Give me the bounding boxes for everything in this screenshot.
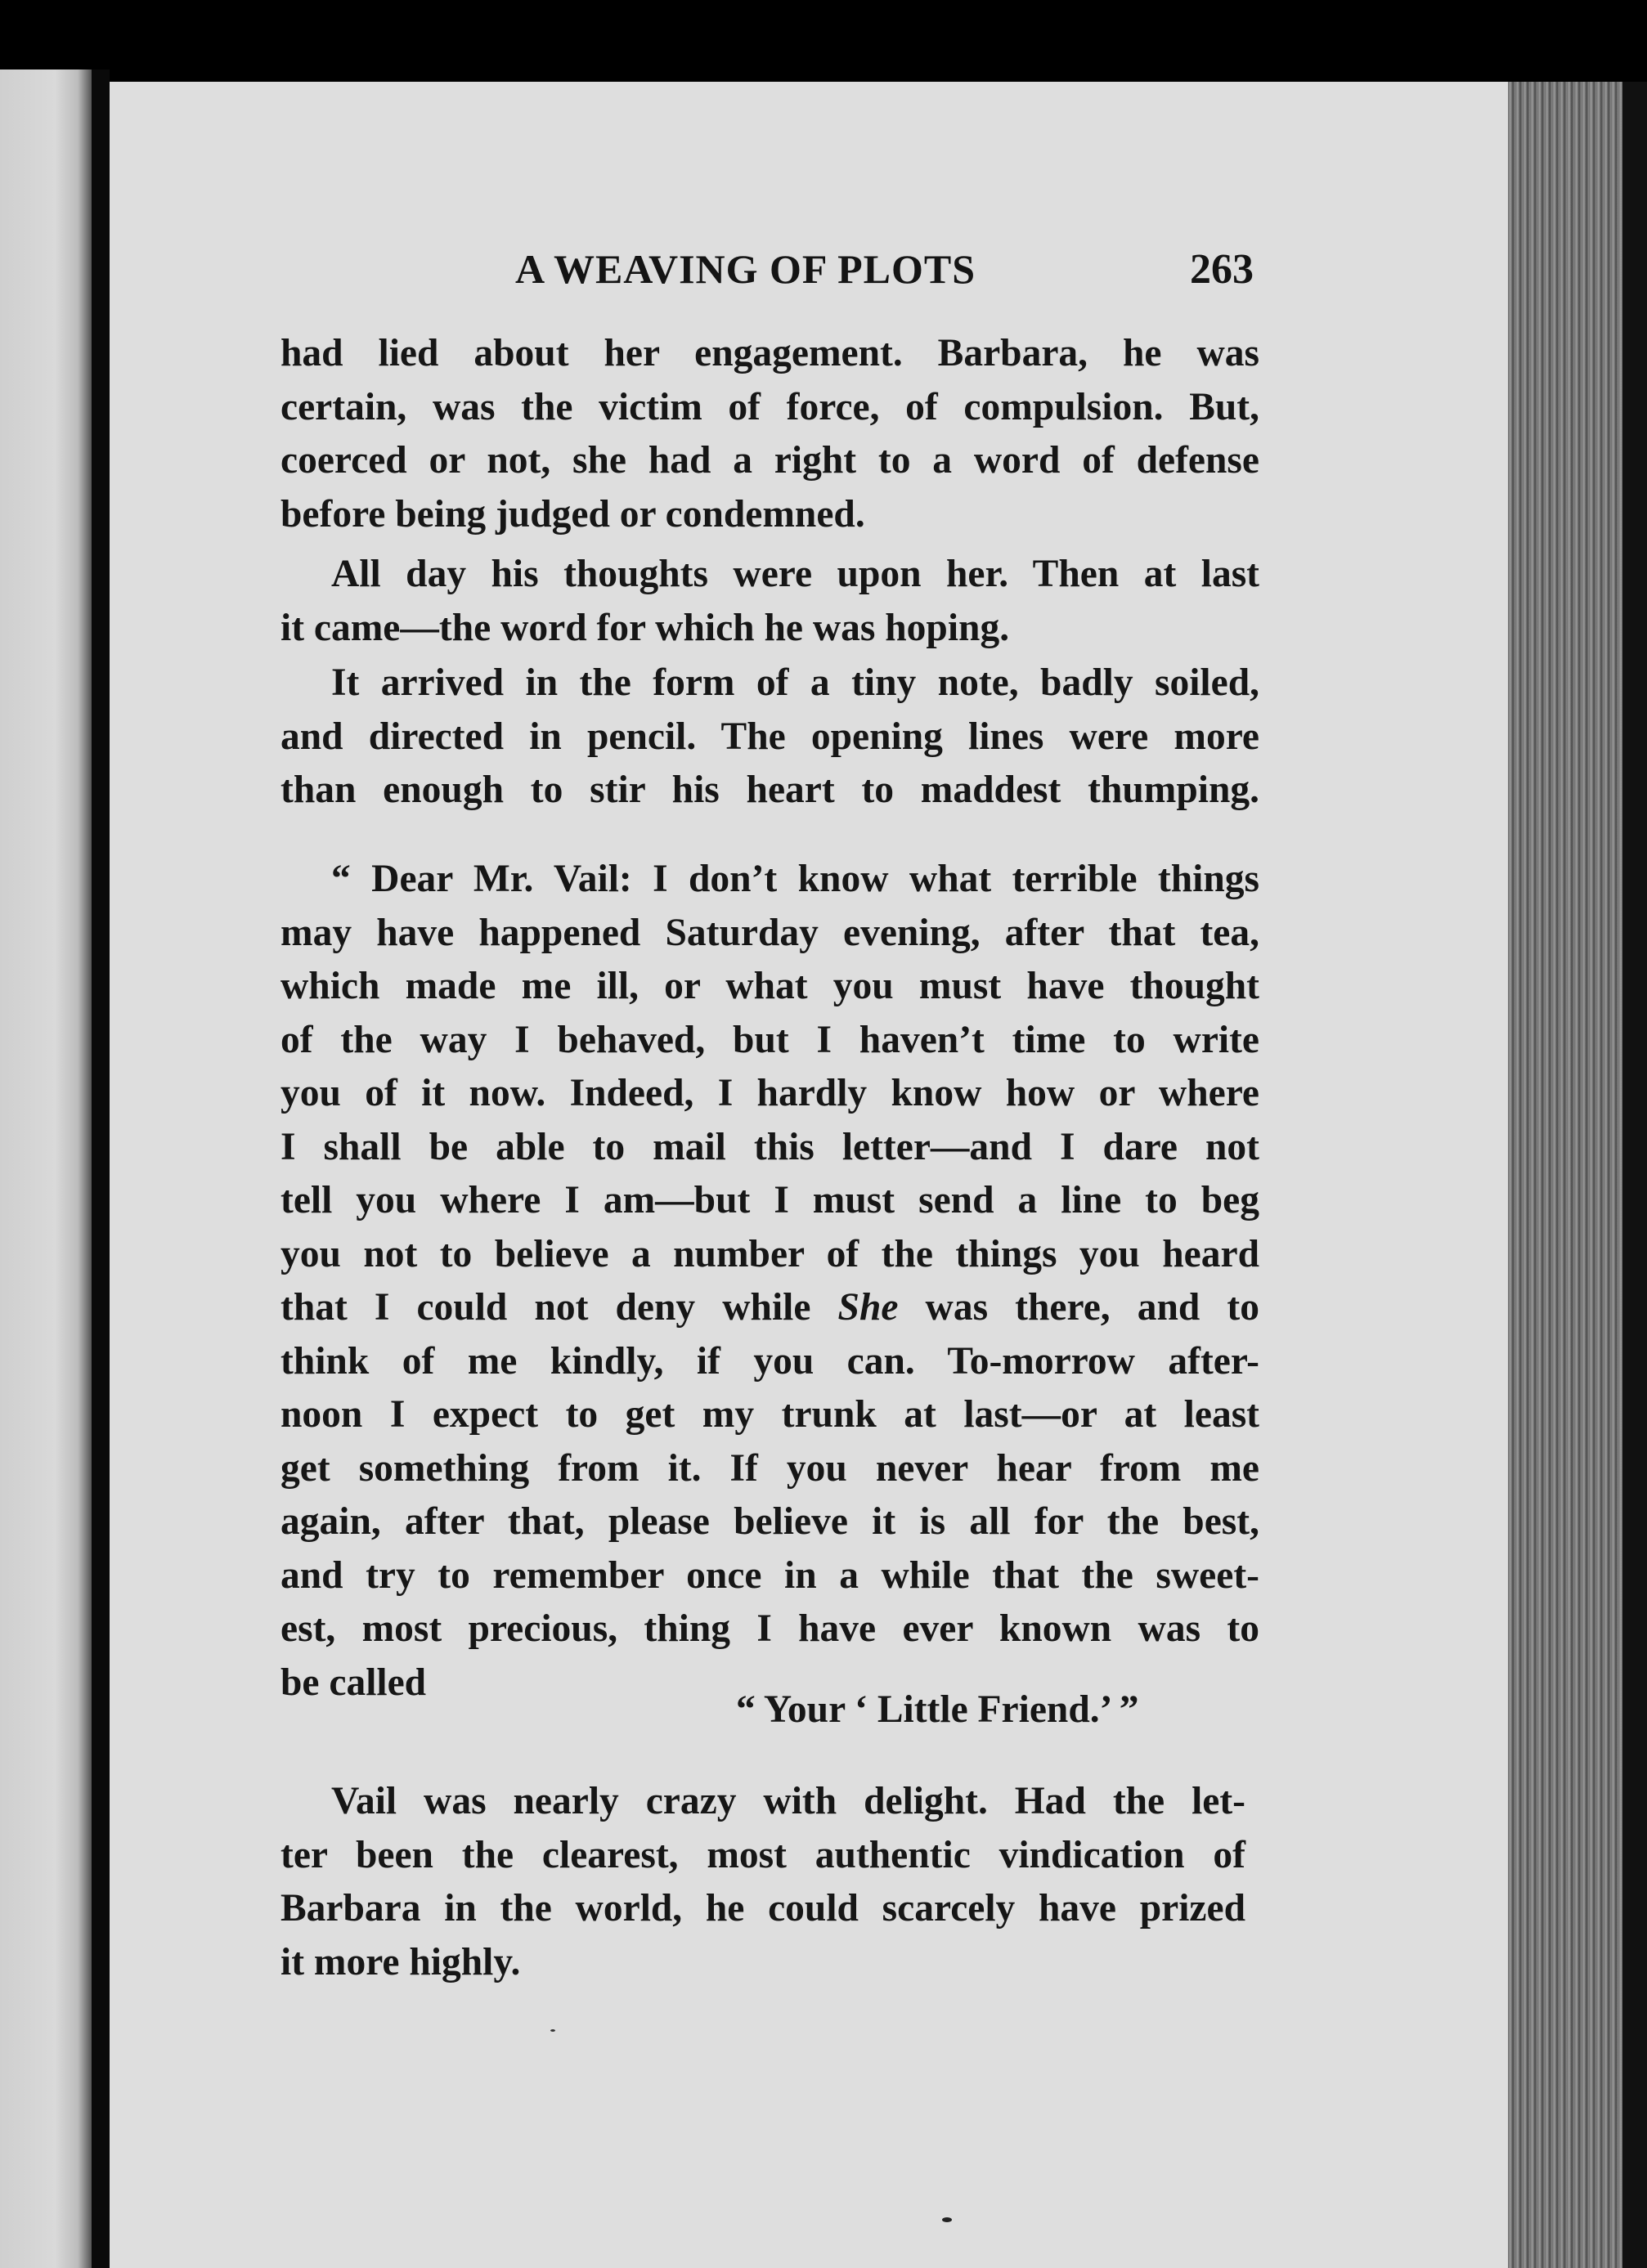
scan-border	[1622, 82, 1647, 2268]
letter-line: “ Dear Mr. Vail: I don’t know what terrible things	[331, 858, 1259, 900]
letter-line: get something from it. If you never hear from me	[280, 1446, 1259, 1490]
letter-line-italic	[280, 1281, 1259, 1335]
letter-line: noon I expect to get my trunk at last—or at least	[280, 1393, 1259, 1436]
letter-body	[280, 853, 1259, 1710]
letter-line: you of it now. Indeed, I hardly know how or where	[280, 1072, 1259, 1114]
page-number: 263	[1190, 246, 1254, 293]
letter-line: and try to remember once in a while that the sweet-	[280, 1553, 1259, 1597]
ink-speck	[550, 2029, 555, 2032]
paragraph-all-day	[280, 548, 1259, 655]
text-line: than enough to stir his heart to maddest thumping.	[280, 769, 1259, 811]
ink-speck	[942, 2217, 952, 2222]
text-line: had lied about her engagement. Barbara, he was	[280, 332, 1259, 374]
italic-word: She	[837, 1286, 899, 1329]
letter-line: of the way I behaved, but I haven’t time to write	[280, 1018, 1259, 1061]
letter-line: which made me ill, or what you must have thought	[280, 965, 1259, 1007]
text-line: ter been the clearest, most authentic vindication of	[280, 1833, 1245, 1876]
line-part: that I could not deny while	[280, 1286, 838, 1329]
letter-line: you not to believe a number of the things you heard	[280, 1232, 1259, 1275]
text-line: Vail was nearly crazy with delight. Had the let-	[331, 1780, 1245, 1822]
letter-line: be called	[280, 1661, 427, 1704]
text-line: All day his thoughts were upon her. Then at last	[331, 553, 1259, 595]
page-stack-edge	[1508, 82, 1622, 2268]
paragraph-tiny-note	[280, 657, 1259, 818]
text-line: certain, was the victim of force, of compulsion. But,	[280, 385, 1259, 428]
letter-line: may have happened Saturday evening, after that tea,	[280, 911, 1259, 954]
text-line: Barbara in the world, he could scarcely have prized	[280, 1887, 1245, 1930]
running-head: A WEAVING OF PLOTS	[515, 246, 976, 292]
text-line: and directed in pencil. The opening lines were more	[280, 715, 1259, 758]
letter-line: tell you where I am—but I must send a line to beg	[280, 1179, 1259, 1221]
letter-signature: “ Your ‘ Little Friend.’ ”	[736, 1688, 1139, 1731]
book-gutter	[92, 69, 110, 2268]
letter-line: think of me kindly, if you can. To-morrow after-	[280, 1339, 1259, 1383]
letter-line: again, after that, please believe it is all for the best,	[280, 1500, 1259, 1543]
text-line: it came—the word for which he was hoping.	[280, 606, 1010, 649]
text-line: before being judged or condemned.	[280, 492, 865, 536]
left-page-edge	[0, 69, 92, 2268]
letter-line: est, most precious, thing I have ever known was to	[280, 1607, 1259, 1650]
line-part: was there, and to	[898, 1286, 1259, 1329]
text-line: it more highly.	[280, 1940, 521, 1983]
paragraph-continued	[280, 327, 1259, 541]
text-line: It arrived in the form of a tiny note, badly soiled,	[331, 661, 1259, 704]
paragraph-vail-delight	[280, 1775, 1245, 1989]
text-line: coerced or not, she had a right to a word of defense	[280, 439, 1259, 482]
letter-line: I shall be able to mail this letter—and I dare not	[280, 1125, 1259, 1168]
